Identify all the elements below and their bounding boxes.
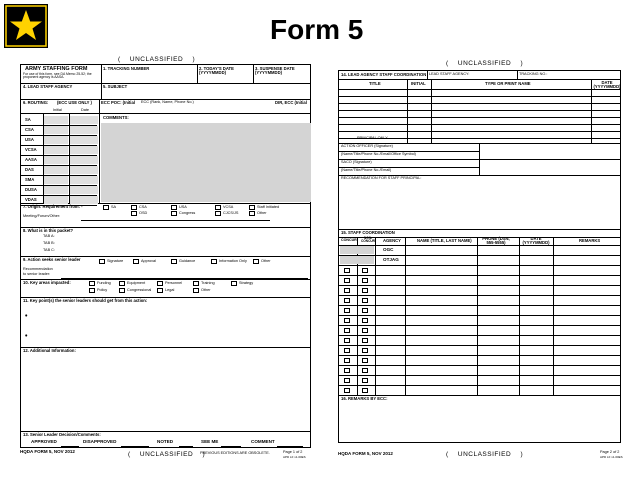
- decision-option[interactable]: DISAPPROVED: [83, 439, 117, 444]
- decision-line: [277, 446, 303, 447]
- form-page-1: [20, 64, 311, 448]
- c-name: NAME (TITLE, LAST NAME): [417, 238, 472, 243]
- date-cell[interactable]: [70, 126, 98, 134]
- area-option-label: Equipment: [127, 281, 146, 285]
- bullet-2: •: [25, 333, 28, 340]
- origin-option-label: SA: [111, 205, 117, 209]
- staff-row-line: [339, 255, 620, 256]
- p1-footer-ver: APD LF v1.00ES: [283, 455, 306, 459]
- p2-footer-form: HQDA FORM 5, NOV 2012: [338, 451, 393, 456]
- origin-checkbox[interactable]: [215, 205, 221, 210]
- dir-ecc-label: DIR, ECC (Initial: [275, 100, 307, 105]
- star-icon: [4, 4, 48, 48]
- nonconcur-checkbox[interactable]: [362, 328, 368, 333]
- staff-row-line: [339, 355, 620, 356]
- packet-label: 8. What is in this packet?: [23, 228, 74, 233]
- coord-row-line: [339, 124, 620, 125]
- routing-office: SMA: [25, 177, 35, 182]
- routing-office: DAS: [25, 167, 34, 172]
- origin-checkbox[interactable]: [215, 211, 221, 216]
- staff-row-line: [339, 275, 620, 276]
- p1-footer-page: Page 1 of 2: [283, 450, 303, 454]
- c-phone: PHONE (DSN, 555-5555): [482, 236, 510, 246]
- initial-cell[interactable]: [44, 166, 68, 174]
- ecc-poc-label: ECC POC: (Initial: [101, 100, 135, 105]
- area-checkbox[interactable]: [193, 281, 199, 286]
- action-option-label: Approval: [141, 259, 156, 263]
- area-option-label: Other: [201, 288, 211, 292]
- routing-row-line: [21, 205, 97, 206]
- coord-row-line: [339, 110, 620, 111]
- coord-row-line: [339, 103, 620, 104]
- agency-cell: OTJAG: [383, 257, 399, 262]
- area-option-label: Strategy: [239, 281, 254, 285]
- meeting-label: Meeting/Forum/Other:: [23, 214, 61, 218]
- lead-coord-label: 14. LEAD AGENCY STAFF COORDINATION: [341, 72, 427, 77]
- staff-row-line: [339, 325, 620, 326]
- action-option-label: Other: [261, 259, 271, 263]
- staff-row-line: [339, 265, 620, 266]
- initial-cell[interactable]: [44, 176, 68, 184]
- col-date: DATE (YYYYMMDD): [593, 80, 621, 90]
- concur-checkbox[interactable]: [344, 268, 350, 273]
- initial-cell[interactable]: [44, 136, 68, 144]
- area-checkbox[interactable]: [119, 288, 125, 293]
- area-checkbox[interactable]: [89, 288, 95, 293]
- staff-row-line: [339, 385, 620, 386]
- senior-leader-label: 13. Senior Leader Decision/Comments:: [23, 432, 101, 437]
- area-checkbox[interactable]: [119, 281, 125, 286]
- action-option-label: Signature: [107, 259, 124, 263]
- origin-option-label: Other: [257, 211, 267, 215]
- nonconcur-checkbox[interactable]: [362, 388, 368, 393]
- p1-footer-prev: PREVIOUS EDITIONS ARE OBSOLETE.: [200, 451, 270, 455]
- origin-checkbox[interactable]: [171, 211, 177, 216]
- origin-checkbox[interactable]: [171, 205, 177, 210]
- routing-office: DUSA: [25, 187, 37, 192]
- nonconcur-checkbox[interactable]: [362, 368, 368, 373]
- routing-office: USA: [25, 137, 34, 142]
- origin-checkbox[interactable]: [131, 211, 137, 216]
- additional-info-label: 12. Additional Information:: [23, 348, 76, 353]
- ecc-use-only: (ECC USE ONLY ): [57, 100, 92, 105]
- staff-row-line: [339, 345, 620, 346]
- decision-line: [179, 446, 193, 447]
- nonconcur-checkbox[interactable]: [362, 318, 368, 323]
- action-officer-label: ACTION OFFICER (Signature): [341, 144, 393, 148]
- routing-label: 6. ROUTING:: [23, 100, 49, 105]
- concur-checkbox[interactable]: [344, 338, 350, 343]
- concur-checkbox[interactable]: [344, 318, 350, 323]
- classification-bottom-p1: ( UNCLASSIFIED ): [128, 451, 206, 458]
- nonconcur-checkbox[interactable]: [362, 268, 368, 273]
- concur-checkbox[interactable]: [344, 298, 350, 303]
- routing-office: VCSA: [25, 147, 37, 152]
- staff-row-line: [339, 375, 620, 376]
- p2-footer-page: Page 2 of 2: [600, 450, 620, 454]
- rec-line1: Recommendation: [23, 267, 53, 271]
- slide-title: Form 5: [270, 14, 364, 45]
- initial-col: Initial: [53, 108, 62, 112]
- origin-option-label: CJCS/JS: [223, 211, 239, 215]
- key-areas-label: 10. Key areas impacted:: [23, 280, 71, 285]
- origin-option-label: OSD: [139, 211, 148, 215]
- classification-bottom-p2: ( UNCLASSIFIED ): [446, 451, 524, 458]
- routing-office: AASA: [25, 157, 37, 162]
- date-cell[interactable]: [70, 136, 98, 144]
- bullet-1: •: [25, 313, 28, 320]
- origin-checkbox[interactable]: [249, 211, 255, 216]
- nonconcur-checkbox[interactable]: [362, 358, 368, 363]
- tab-b: TAB B:: [43, 241, 55, 245]
- col-title: TITLE: [369, 81, 381, 86]
- saco-sub-label: (Name/Title/Phone No./Email): [341, 168, 392, 172]
- initial-cell[interactable]: [44, 116, 68, 124]
- agency-grey-cell: [340, 256, 374, 264]
- p1-footer-form: HQDA FORM 5, NOV 2012: [20, 449, 75, 454]
- area-option-label: Personnel: [165, 281, 183, 285]
- action-checkbox[interactable]: [99, 259, 105, 264]
- c-concur: CONCUR: [341, 238, 357, 242]
- nonconcur-checkbox[interactable]: [362, 278, 368, 283]
- concur-checkbox[interactable]: [344, 348, 350, 353]
- concur-checkbox[interactable]: [344, 278, 350, 283]
- area-option-label: Policy: [97, 288, 108, 292]
- agency-cell: OGC: [383, 247, 394, 252]
- initial-cell[interactable]: [44, 196, 68, 204]
- form-page-2: [338, 70, 621, 443]
- date-cell[interactable]: [70, 156, 98, 164]
- origin-option-label: USA: [179, 205, 187, 209]
- concur-checkbox[interactable]: [344, 378, 350, 383]
- coord-row-line: [339, 117, 620, 118]
- agency-grey-cell: [340, 246, 374, 254]
- nonconcur-checkbox[interactable]: [362, 308, 368, 313]
- key-points-label: 11. Key point(s) the senior leaders should get from this action:: [23, 298, 148, 303]
- date-cell[interactable]: [70, 186, 98, 194]
- decision-option[interactable]: APPROVED: [31, 439, 57, 444]
- coord-row-line: [339, 138, 620, 139]
- classification-top-p1: ( UNCLASSIFIED ): [118, 56, 196, 63]
- origin-option-label: VCSA: [223, 205, 234, 209]
- ecc-name-label: ECC (Rank, Name, Phone No.): [141, 100, 194, 104]
- decision-line: [121, 446, 149, 447]
- date-cell[interactable]: [70, 166, 98, 174]
- comments-label: COMMENTS:: [103, 115, 129, 120]
- staff-coord-label: 15. STAFF COORDINATION: [341, 230, 395, 235]
- date-col: Date: [81, 108, 90, 112]
- concur-checkbox[interactable]: [344, 368, 350, 373]
- c-date: DATE (YYYYMMDD): [522, 236, 550, 246]
- date-cell[interactable]: [70, 116, 98, 124]
- date-cell[interactable]: [70, 146, 98, 154]
- action-checkbox[interactable]: [253, 259, 259, 264]
- origin-option-label: CSA: [139, 205, 147, 209]
- army-star-logo: [4, 4, 48, 48]
- area-option-label: Congressional: [127, 288, 152, 292]
- staff-row-line: [339, 295, 620, 296]
- area-checkbox[interactable]: [193, 288, 199, 293]
- origin-option-label: Congress: [179, 211, 196, 215]
- coord-row-line: [339, 131, 620, 132]
- initial-cell[interactable]: [44, 186, 68, 194]
- concur-checkbox[interactable]: [344, 328, 350, 333]
- date-cell[interactable]: [70, 196, 98, 204]
- saco-label: SACO (Signature): [341, 160, 372, 164]
- routing-office: SA: [25, 117, 31, 122]
- nonconcur-checkbox[interactable]: [362, 288, 368, 293]
- origin-checkbox[interactable]: [131, 205, 137, 210]
- ao-sub-label: (Name/Title/Phone No./Email/Office Symbol): [341, 152, 416, 156]
- recommendation-label: RECOMMENDATION FOR STAFF PRINCIPAL:: [341, 176, 422, 180]
- area-checkbox[interactable]: [231, 281, 237, 286]
- decision-option[interactable]: COMMENT: [251, 439, 275, 444]
- suspense-date-label: 3. SUSPENSE DATE (YYYYMMDD): [255, 66, 295, 76]
- concur-checkbox[interactable]: [344, 308, 350, 313]
- col-initial: INITIAL: [411, 81, 426, 86]
- routing-office: VDAS: [25, 197, 37, 202]
- staff-row-line: [339, 305, 620, 306]
- nonconcur-checkbox[interactable]: [362, 298, 368, 303]
- routing-office: CSA: [25, 127, 34, 132]
- decision-option[interactable]: NOTED: [157, 439, 174, 444]
- remarks-ecc-label: 16. REMARKS BY ECC:: [341, 396, 388, 401]
- rec-line2: to senior leader:: [23, 272, 51, 276]
- action-option-label: Guidance: [179, 259, 196, 263]
- tab-a: TAB A:: [43, 234, 55, 238]
- staff-row-line: [339, 395, 620, 396]
- coord-row-line: [339, 96, 620, 97]
- todays-date-label: 2. TODAY'S DATE (YYYYMMDD): [199, 66, 234, 76]
- classification-top-p2: ( UNCLASSIFIED ): [446, 60, 524, 67]
- concur-checkbox[interactable]: [344, 358, 350, 363]
- nonconcur-checkbox[interactable]: [362, 338, 368, 343]
- decision-line: [61, 446, 79, 447]
- initial-cell[interactable]: [44, 156, 68, 164]
- action-checkbox[interactable]: [211, 259, 217, 264]
- origin-label: 7. Origin: Requirement from: -: [23, 204, 83, 209]
- comments-area[interactable]: [101, 123, 311, 202]
- origin-option-label: Staff Initiated: [257, 205, 280, 209]
- nonconcur-checkbox[interactable]: [362, 378, 368, 383]
- action-option-label: Information Only: [219, 259, 247, 263]
- p2-footer-ver: APD LF v1.00ES: [600, 455, 623, 459]
- action-checkbox[interactable]: [171, 259, 177, 264]
- decision-option[interactable]: SEE ME: [201, 439, 219, 444]
- area-option-label: Legal: [165, 288, 175, 292]
- tracking-no-label: TRACKING NO.:: [519, 72, 548, 76]
- tab-c: TAB C:: [43, 248, 55, 252]
- c-nonconcur: NON-CONCUR: [361, 236, 375, 244]
- staff-row-line: [339, 315, 620, 316]
- decision-line: [221, 446, 241, 447]
- concur-checkbox[interactable]: [344, 288, 350, 293]
- initial-cell[interactable]: [44, 146, 68, 154]
- col-type-name: TYPE OR PRINT NAME: [485, 81, 531, 86]
- date-cell[interactable]: [70, 176, 98, 184]
- area-checkbox[interactable]: [157, 288, 163, 293]
- origin-checkbox[interactable]: [103, 205, 109, 210]
- principal-only: PRINCIPAL ONLY: [357, 136, 388, 140]
- action-label: 9. Action seeks senior leader: [23, 257, 81, 262]
- nonconcur-checkbox[interactable]: [362, 348, 368, 353]
- area-checkbox[interactable]: [157, 281, 163, 286]
- origin-checkbox[interactable]: [249, 205, 255, 210]
- subject-label: 5. SUBJECT: [103, 84, 128, 89]
- staff-row-line: [339, 335, 620, 336]
- form-note: For use of this form, see DA Memo 25-52; the proponent agency is AASA.: [23, 72, 92, 80]
- form-title: ARMY STAFFING FORM: [25, 66, 88, 72]
- lead-staff-agency-label: 4. LEAD STAFF AGENCY: [23, 84, 73, 89]
- staff-row-line: [339, 365, 620, 366]
- staff-row-line: [339, 285, 620, 286]
- area-checkbox[interactable]: [89, 281, 95, 286]
- concur-checkbox[interactable]: [344, 388, 350, 393]
- rec-line: [61, 278, 308, 279]
- action-checkbox[interactable]: [133, 259, 139, 264]
- c-agency: AGENCY: [383, 238, 401, 243]
- lead-agency-label: LEAD STAFF AGENCY:: [429, 72, 470, 76]
- tracking-number-label: 1. TRACKING NUMBER: [103, 66, 150, 71]
- area-option-label: Training: [201, 281, 215, 285]
- c-remarks: REMARKS: [579, 238, 601, 243]
- area-option-label: Funding: [97, 281, 111, 285]
- initial-cell[interactable]: [44, 126, 68, 134]
